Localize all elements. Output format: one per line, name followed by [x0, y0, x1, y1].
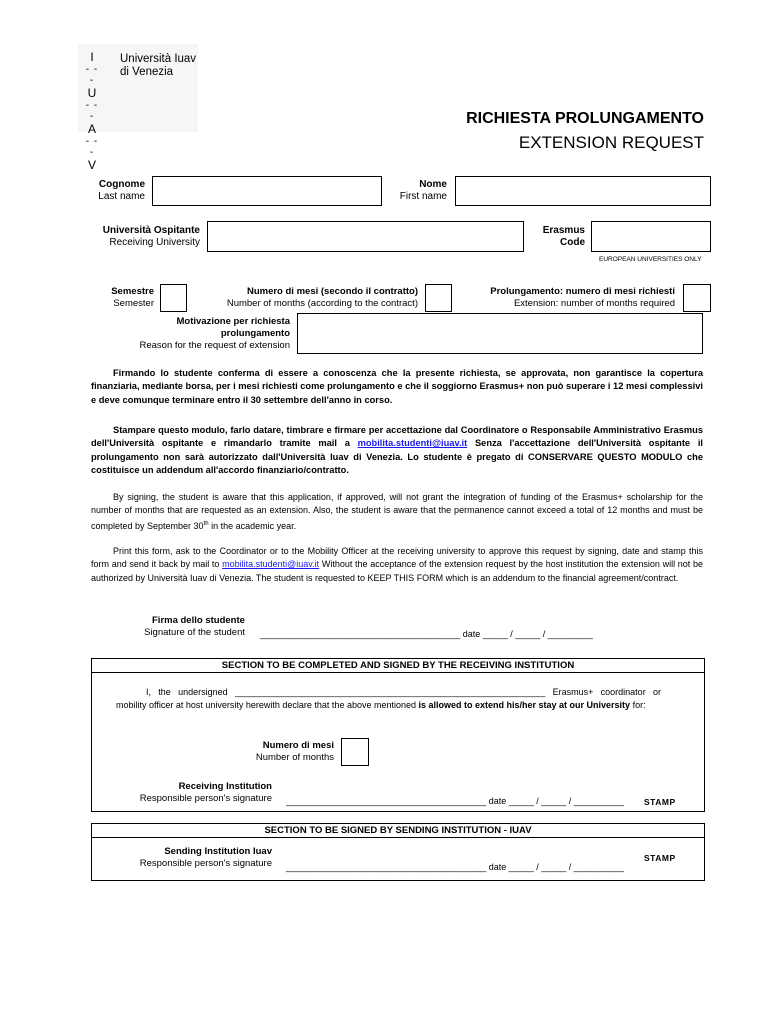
semester-label: [60, 286, 154, 310]
receiving-declaration: [116, 686, 661, 713]
english-notice-2-part-a: Print this form, ask to the Coordinator or to the Mobility Officer at the receiving university to approve this request by signing, date and stamp this form and send it back by mail to: [91, 546, 703, 570]
italian-notice-2-part-b: Senza l'accettazione dell'Università ospitante il prolungamento non sarà autorizzato dall'Università Iuav di Venezia. Lo studente è pregato di CONSERVARE QUESTO MODULO che costituisce un addendum all'accordo finanziario/contratto.: [91, 438, 703, 475]
mobility-email-link-en[interactable]: mobilita.studenti@iuav.it: [222, 559, 320, 570]
logo-letter-a: A: [87, 122, 96, 136]
receiving-declaration-bold: is allowed to extend his/her stay at our University: [418, 700, 631, 711]
erasmus-code-label: [530, 225, 585, 249]
firstname-field[interactable]: [455, 176, 711, 206]
italian-notice-2-part-a: Stampare questo modulo, farlo datare, timbrare e firmare per accettazione dal Coordinatore o Responsabile Amministrativo Erasmus dell'Università ospitante e rimandarlo tramite mail a: [91, 425, 703, 449]
receiving-university-label: [60, 225, 200, 249]
logo-dash: - - -: [85, 136, 99, 158]
approved-months-label-en: Number of months: [255, 752, 334, 763]
student-signature-line[interactable]: ________________________________________ date _____ / _____ / _________: [260, 629, 593, 639]
extension-months-label-en: Extension: number of months required: [513, 298, 675, 309]
receiving-university-label-it: Università Ospitante: [102, 225, 200, 236]
logo-letter-u: U: [87, 86, 97, 100]
firstname-label-en: First name: [399, 191, 447, 202]
extension-months-field[interactable]: [683, 284, 711, 312]
receiving-declaration-part-b: for:: [630, 700, 646, 711]
contract-months-field[interactable]: [425, 284, 452, 312]
logo-letter-v: V: [87, 158, 96, 172]
page-title-italian: RICHIESTA PROLUNGAMENTO: [466, 110, 704, 127]
receiving-institution-label: [132, 781, 272, 805]
receiving-signature-line[interactable]: ________________________________________ date _____ / _____ / __________: [286, 796, 624, 806]
reason-field[interactable]: [297, 313, 703, 354]
page-title-english: EXTENSION REQUEST: [518, 133, 704, 152]
sending-signature-line[interactable]: ________________________________________ date _____ / _____ / __________: [286, 862, 624, 872]
english-notice-2: [91, 545, 703, 585]
semester-label-en: Semester: [113, 298, 154, 309]
english-notice-1-text: [91, 491, 703, 533]
english-notice-1-superscript: th: [203, 520, 209, 527]
erasmus-code-field[interactable]: [591, 221, 711, 252]
iuav-logo: [82, 50, 106, 172]
sending-stamp-label: STAMP: [644, 853, 676, 863]
receiving-section-heading: SECTION TO BE COMPLETED AND SIGNED BY THE RECEIVING INSTITUTION: [92, 659, 704, 673]
english-notice-2-part-b: Without the acceptance of the extension request by the host institution the extension will not be authorized by Università Iuav di Venezia. The student is requested to KEEP THIS FORM which is an addendum to the financial agreement/contract.: [91, 559, 703, 583]
student-signature-label-en: Signature of the student: [144, 627, 245, 638]
receiving-declaration-text: [116, 686, 661, 713]
receiving-institution-label-en: Responsible person's signature: [139, 793, 272, 804]
logo-dash: - - -: [85, 100, 99, 122]
extension-months-label: [460, 286, 675, 310]
surname-field[interactable]: [152, 176, 382, 206]
sending-institution-label-it: Sending Institution Iuav: [164, 846, 272, 857]
english-notice-1: [91, 491, 703, 533]
firstname-label-it: Nome: [419, 179, 447, 190]
receiving-institution-section: [91, 658, 705, 812]
sending-institution-section: [91, 823, 705, 881]
student-signature-label-it: Firma dello studente: [152, 615, 245, 626]
reason-label: [110, 316, 290, 352]
italian-notice-2: [91, 424, 703, 477]
surname-label-en: Last name: [98, 191, 145, 202]
logo-letter-i: I: [90, 50, 94, 64]
erasmus-code-note: EUROPEAN UNIVERSITIES ONLY: [599, 256, 702, 263]
approved-months-label-it: Numero di mesi: [262, 740, 334, 751]
receiving-stamp-label: STAMP: [644, 797, 676, 807]
receiving-declaration-part-a: I, the undersigned ______________________________________________________________ Erasmus+ coordinator or mobility officer at host university herewith declare that the above mentioned: [116, 687, 661, 711]
university-name-line2: di Venezia: [120, 66, 174, 78]
italian-notice-1-text: Firmando lo studente conferma di essere a conoscenza che la presente richiesta, se approvata, non garantisce la copertura finanziaria, mediante borsa, per i mesi richiesti come prolungamento e che il soggiorno Erasmus+ non può superare i 12 mesi complessivi e deve comunque terminare entro il 30 settembre dell'anno in corso.: [91, 368, 703, 405]
semester-label-it: Semestre: [111, 286, 154, 297]
logo-dash: - - -: [85, 64, 99, 86]
receiving-university-label-en: Receiving University: [109, 237, 200, 248]
reason-label-en: Reason for the request of extension: [139, 340, 290, 351]
semester-field[interactable]: [160, 284, 187, 312]
surname-label: [60, 179, 145, 203]
student-signature-label: [100, 615, 245, 639]
contract-months-label-it: Numero di mesi (secondo il contratto): [246, 286, 418, 297]
receiving-institution-label-it: Receiving Institution: [178, 781, 272, 792]
reason-label-it-1: Motivazione per richiesta: [176, 316, 290, 327]
contract-months-label: [200, 286, 418, 310]
contract-months-label-en: Number of months (according to the contract): [226, 298, 418, 309]
surname-label-it: Cognome: [98, 179, 145, 190]
english-notice-2-text: [91, 545, 703, 585]
receiving-university-field[interactable]: [207, 221, 524, 252]
mobility-email-link[interactable]: mobilita.studenti@iuav.it: [357, 438, 468, 449]
reason-label-it-2: prolungamento: [220, 328, 290, 339]
university-name: [120, 53, 196, 79]
italian-notice-1: [91, 367, 703, 407]
approved-months-field[interactable]: [341, 738, 369, 766]
university-name-line1: Università Iuav: [120, 53, 197, 65]
erasmus-code-label-en: Code: [560, 237, 585, 248]
extension-months-label-it: Prolungamento: numero di mesi richiesti: [490, 286, 675, 297]
english-notice-1-part-a: By signing, the student is aware that this application, if approved, will not grant the integration of funding of the Erasmus+ scholarship for the number of months that are requested as an extension. Also, the student is aware that the permanence cannot exceed a total of 12 months and must be completed by September 30: [91, 492, 703, 531]
sending-institution-label: [132, 846, 272, 870]
english-notice-1-part-b: in the academic year.: [208, 520, 297, 531]
sending-section-heading: SECTION TO BE SIGNED BY SENDING INSTITUTION - IUAV: [92, 824, 704, 838]
erasmus-code-label-it: Erasmus: [542, 225, 585, 236]
approved-months-label: [212, 740, 334, 764]
italian-notice-2-text: [91, 424, 703, 477]
sending-institution-label-en: Responsible person's signature: [139, 858, 272, 869]
firstname-label: [360, 179, 447, 203]
